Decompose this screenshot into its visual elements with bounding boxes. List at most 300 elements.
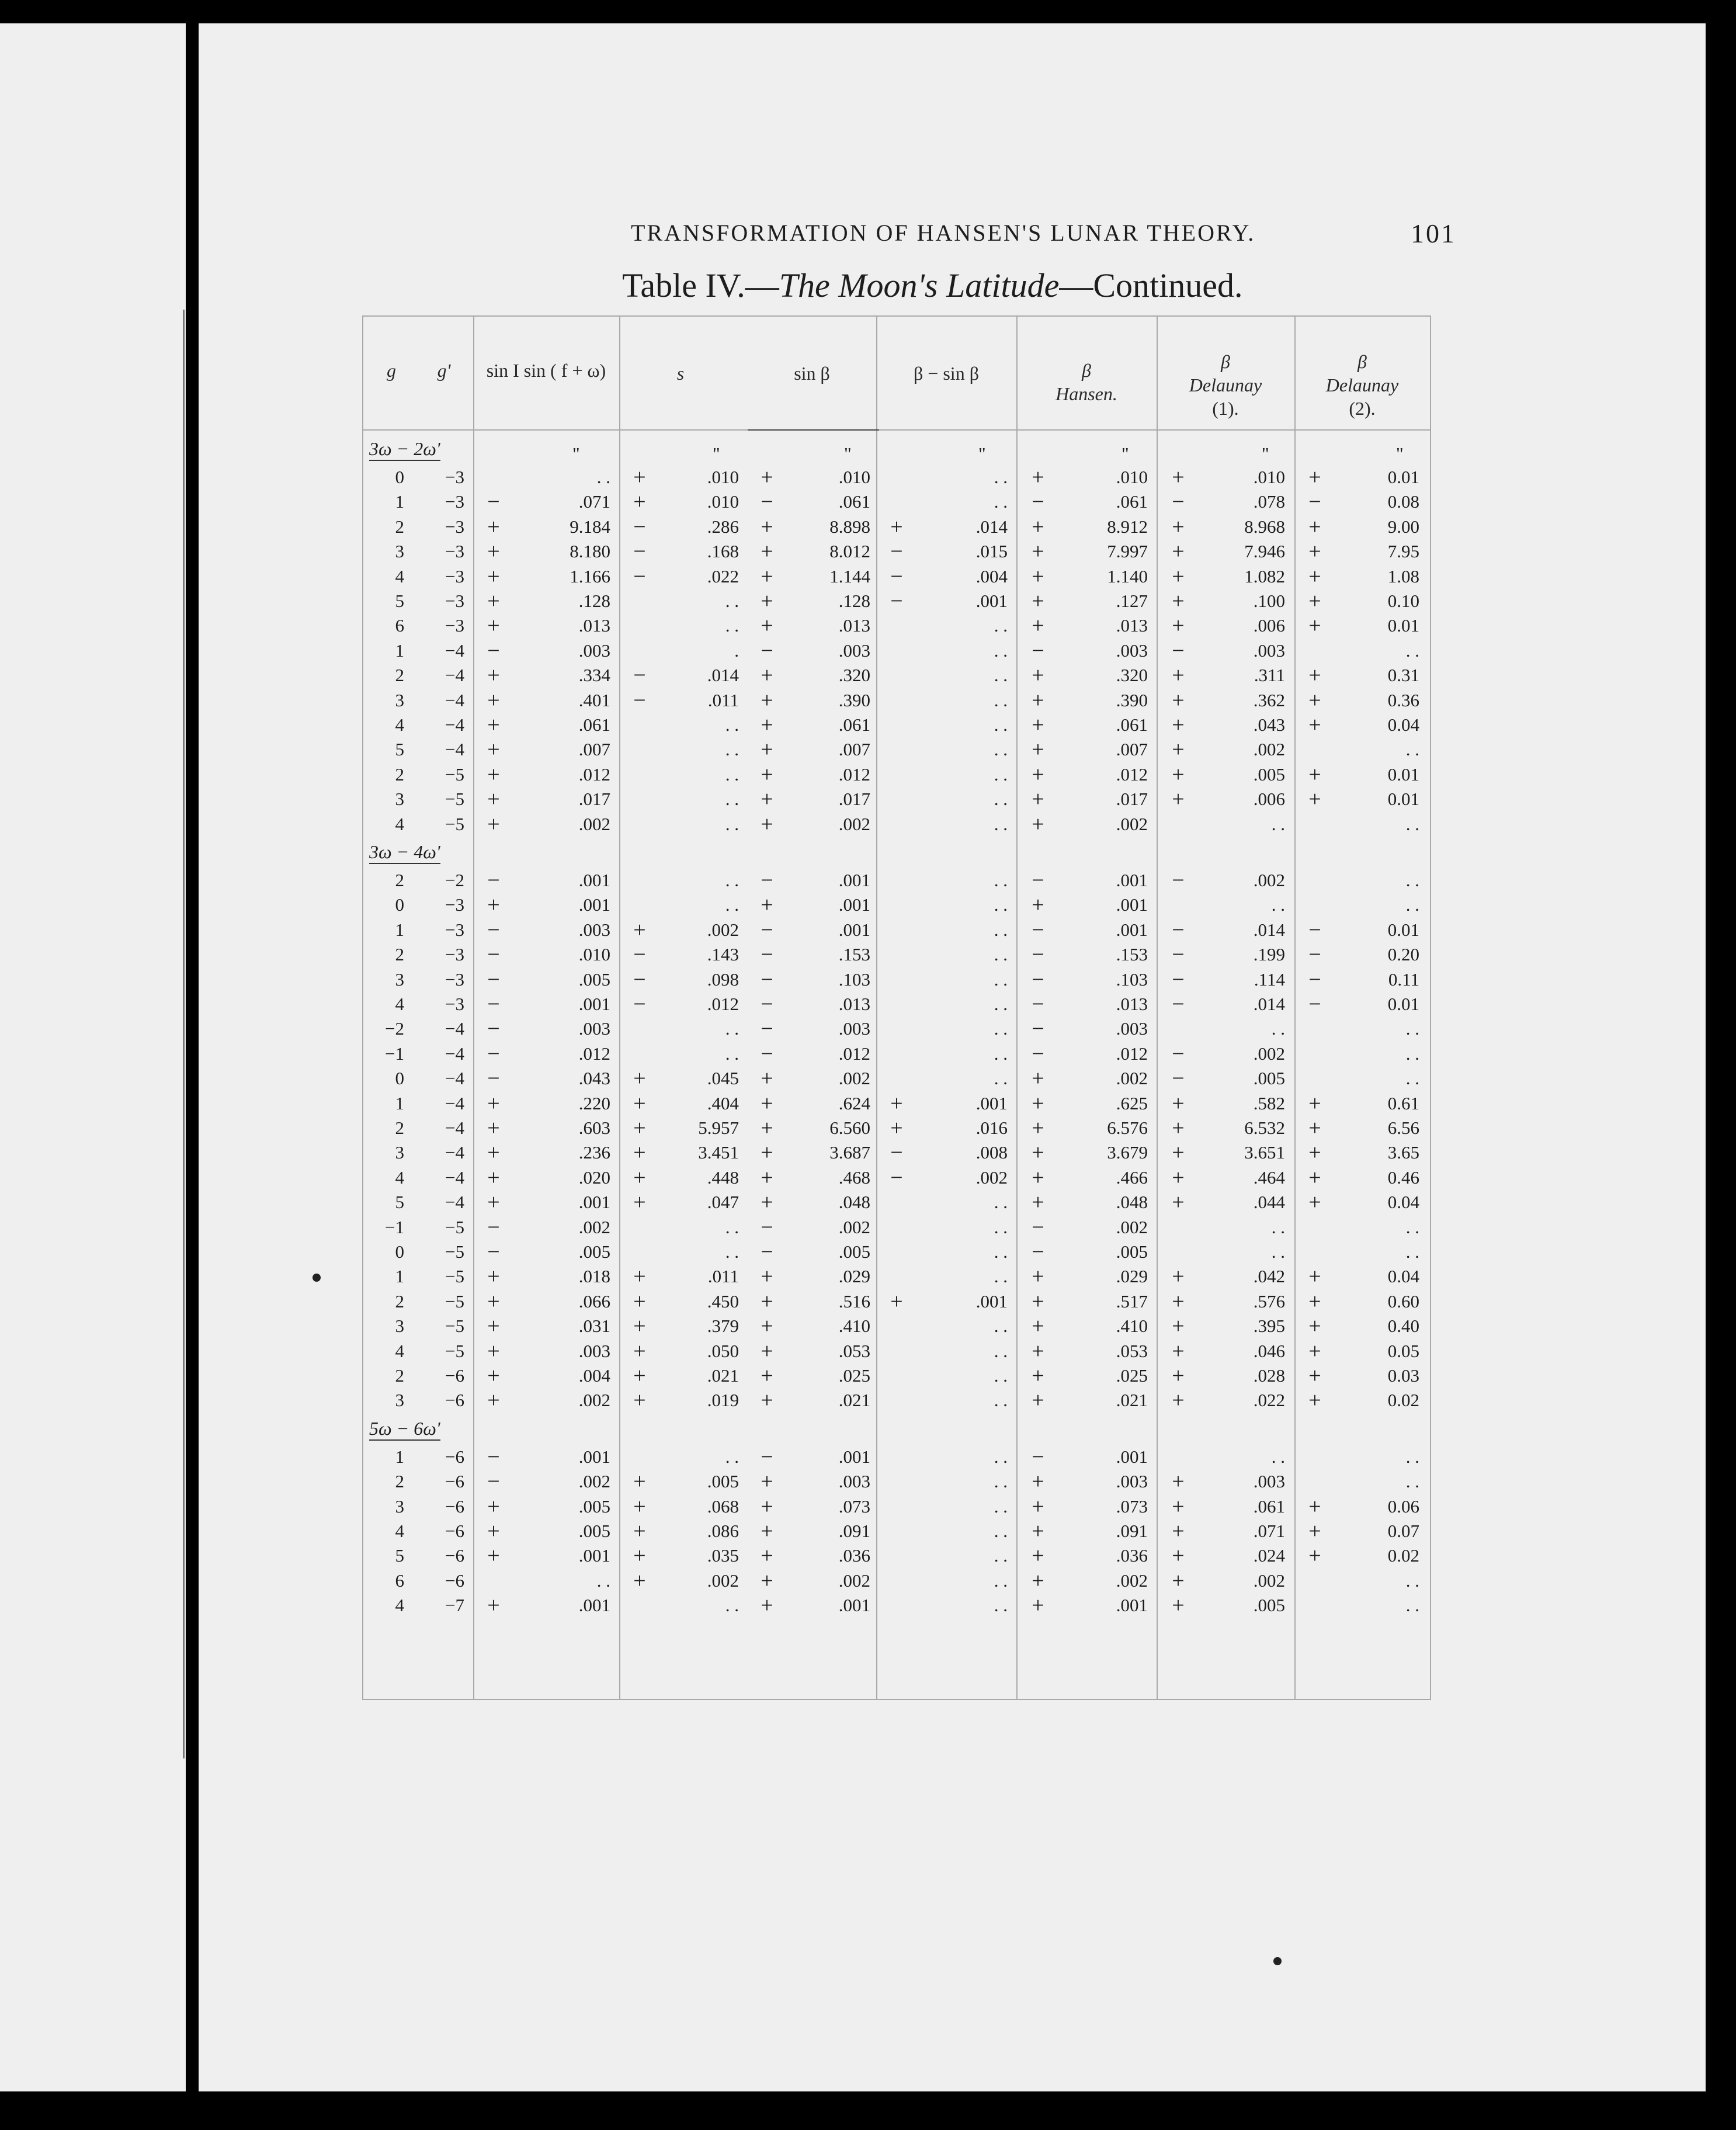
table-cell: .001 <box>838 1595 870 1616</box>
table-cell: −3 <box>445 516 464 537</box>
table-cell: 1.140 <box>1107 566 1148 587</box>
table-cell: −4 <box>445 1118 464 1138</box>
table-cell: + <box>890 1289 903 1314</box>
table-cell: .013 <box>1116 615 1148 636</box>
table-cell: . . <box>994 689 1008 710</box>
table-cell: + <box>1172 1364 1185 1388</box>
table-cell: . . <box>725 615 739 636</box>
table-cell: . . <box>994 1068 1008 1089</box>
table-cell: . . <box>596 1570 610 1591</box>
table-cell: . . <box>994 1496 1008 1517</box>
header-col4: β − sin β <box>914 363 979 384</box>
table-cell: + <box>1172 514 1185 539</box>
table-cell: − <box>633 967 646 992</box>
table-cell: + <box>487 514 500 539</box>
table-cell: 8.180 <box>570 541 610 562</box>
table-cell: + <box>1308 1264 1321 1289</box>
table-cell: .019 <box>707 1390 739 1411</box>
table-cell: . . <box>994 714 1008 735</box>
table-cell: .006 <box>1253 615 1285 636</box>
table-cell: 0.03 <box>1387 1365 1419 1386</box>
table-cell: .029 <box>1116 1266 1148 1287</box>
table-cell: + <box>761 1264 773 1289</box>
table-cell: .005 <box>838 1241 870 1262</box>
table-cell: . . <box>725 789 739 810</box>
table-cell: + <box>1308 1494 1321 1519</box>
table-cell: −6 <box>445 1471 464 1492</box>
table-cell: + <box>633 1338 646 1364</box>
table-cell: − <box>1308 992 1321 1017</box>
table-cell: .450 <box>707 1291 739 1312</box>
table-cell: .014 <box>1253 994 1285 1014</box>
table-cell: . . <box>1405 894 1419 915</box>
table-cell: + <box>487 893 500 918</box>
table-cell: .516 <box>838 1291 870 1312</box>
table-cell: . . <box>725 870 739 890</box>
table-cell: −5 <box>445 813 464 834</box>
table-cell: 0.01 <box>1387 615 1419 636</box>
table-cell: . . <box>994 1570 1008 1591</box>
table-cell: .002 <box>838 1068 870 1089</box>
table-cell: . . <box>596 467 610 487</box>
table-cell: −4 <box>445 665 464 686</box>
table-cell: .013 <box>578 615 610 636</box>
table-cell: . . <box>725 591 739 611</box>
table-cell: −5 <box>445 1266 464 1287</box>
table-cell: .015 <box>975 541 1008 562</box>
table-cell: 3.651 <box>1244 1142 1285 1163</box>
table-cell: + <box>890 514 903 539</box>
table-cell: + <box>1172 1388 1185 1413</box>
table-cell: .001 <box>1116 870 1148 890</box>
table-cell: − <box>1172 1041 1185 1066</box>
table-cell: .021 <box>1116 1390 1148 1411</box>
table-cell: .003 <box>838 640 870 661</box>
table-cell: + <box>1308 1140 1321 1165</box>
table-cell: + <box>1172 1264 1185 1289</box>
table-cell: + <box>1172 1314 1185 1339</box>
table-cell: −6 <box>445 1390 464 1411</box>
table-cell: .002 <box>1253 1570 1285 1591</box>
table-cell: + <box>761 713 773 737</box>
table-cell: + <box>487 1519 500 1543</box>
col-rule-2 <box>619 315 620 1700</box>
table-cell: − <box>1032 490 1044 515</box>
table-cell: .517 <box>1116 1291 1148 1312</box>
table-cell: + <box>1172 737 1185 762</box>
table-cell: .168 <box>707 541 739 562</box>
table-cell: .007 <box>578 739 610 760</box>
table-cell: + <box>761 1190 773 1215</box>
table-cell: 0.20 <box>1387 944 1419 965</box>
table-cell: −4 <box>445 1142 464 1163</box>
table-cell: − <box>487 1066 500 1091</box>
table-cell: 1 <box>395 1446 404 1467</box>
table-cell: + <box>1032 1264 1044 1289</box>
table-cell: .576 <box>1253 1291 1285 1312</box>
page-header <box>199 219 1706 254</box>
table-cell: + <box>1032 539 1044 564</box>
table-cell: 0.40 <box>1387 1316 1419 1337</box>
table-cell: + <box>633 1388 646 1413</box>
table-cell: .061 <box>838 491 870 512</box>
table-cell: + <box>1172 1091 1185 1116</box>
table-cell: .012 <box>838 764 870 785</box>
table-cell: .401 <box>578 689 610 710</box>
table-cell: .001 <box>1116 1595 1148 1616</box>
table-cell: − <box>1308 917 1321 942</box>
table-cell: + <box>761 811 773 837</box>
table-cell: . . <box>725 813 739 834</box>
table-cell: .004 <box>578 1365 610 1386</box>
table-cell: .073 <box>1116 1496 1148 1517</box>
table-cell: + <box>1308 688 1321 713</box>
book-page <box>199 23 1706 2091</box>
table-cell: + <box>1172 1494 1185 1519</box>
table-cell: .010 <box>707 491 739 512</box>
table-cell: .002 <box>975 1167 1008 1188</box>
table-cell: 5 <box>395 1545 404 1566</box>
table-cell: + <box>1308 613 1321 639</box>
table-cell: .014 <box>1253 919 1285 940</box>
table-cell: − <box>1032 942 1044 967</box>
table-cell: + <box>761 514 773 539</box>
table-cell: + <box>890 1091 903 1116</box>
table-cell: −3 <box>445 491 464 512</box>
table-cell: + <box>1172 663 1185 688</box>
table-cell: .005 <box>1253 1068 1285 1089</box>
table-cell: . . <box>1405 1446 1419 1467</box>
table-cell: .005 <box>578 1496 610 1517</box>
table-cell: .311 <box>1254 665 1285 686</box>
table-cell: . . <box>994 789 1008 810</box>
table-cell: −1 <box>385 1216 404 1237</box>
table-cell: .128 <box>838 591 870 611</box>
table-cell: + <box>1032 787 1044 812</box>
table-cell: − <box>487 1041 500 1066</box>
table-cell: . . <box>994 894 1008 915</box>
caption-tail: —Continued. <box>1059 266 1243 304</box>
table-cell: .003 <box>578 1340 610 1361</box>
table-cell: + <box>1308 1338 1321 1364</box>
table-cell: .061 <box>578 714 610 735</box>
table-cell: .143 <box>707 944 739 965</box>
table-cell: . . <box>994 1018 1008 1039</box>
table-cell: 6.532 <box>1244 1118 1285 1138</box>
table-cell: − <box>761 917 773 942</box>
table-cell: + <box>1172 1593 1185 1618</box>
table-cell: 2 <box>395 665 404 686</box>
table-cell: + <box>1172 1469 1185 1494</box>
table-cell: −3 <box>445 894 464 915</box>
table-cell: + <box>487 1314 500 1339</box>
table-cell: − <box>1172 917 1185 942</box>
table-cell: .001 <box>975 1291 1008 1312</box>
col-rule-6 <box>1294 315 1296 1700</box>
table-cell: 2 <box>395 944 404 965</box>
table-cell: − <box>761 992 773 1017</box>
table-cell: −6 <box>445 1446 464 1467</box>
table-top-rule <box>362 315 1431 317</box>
table-cell: + <box>1032 762 1044 787</box>
header-g: g <box>387 360 396 381</box>
table-cell: .001 <box>975 591 1008 611</box>
table-cell: + <box>761 589 773 613</box>
table-cell: − <box>487 638 500 663</box>
table-cell: .022 <box>1253 1390 1285 1411</box>
table-cell: .008 <box>975 1142 1008 1163</box>
table-cell: .001 <box>1116 894 1148 915</box>
table-cell: − <box>487 1215 500 1240</box>
table-cell: + <box>487 1543 500 1569</box>
table-cell: . . <box>725 1241 739 1262</box>
table-cell: .334 <box>578 665 610 686</box>
table-cell: − <box>1032 638 1044 663</box>
table-cell: . . <box>1271 1241 1285 1262</box>
table-cell: .005 <box>578 1241 610 1262</box>
header-col6-num: (1). <box>1212 398 1239 419</box>
table-cell: 3 <box>395 541 404 562</box>
unit-mark: " <box>1396 443 1404 464</box>
table-cell: − <box>1172 992 1185 1017</box>
table-cell: + <box>1172 688 1185 713</box>
table-cell: .003 <box>578 1018 610 1039</box>
table-cell: .002 <box>578 1216 610 1237</box>
table-cell: 9.184 <box>570 516 610 537</box>
table-cell: . . <box>1405 1471 1419 1492</box>
table-cell: .286 <box>707 516 739 537</box>
table-cell: + <box>761 688 773 713</box>
table-cell: 0 <box>395 1068 404 1089</box>
table-cell: − <box>487 942 500 967</box>
table-cell: 1.082 <box>1244 566 1285 587</box>
table-cell: .053 <box>838 1340 870 1361</box>
table-cell: .127 <box>1116 591 1148 611</box>
table-cell: .036 <box>838 1545 870 1566</box>
table-cell: + <box>1032 893 1044 918</box>
table-cell: + <box>1308 1364 1321 1388</box>
table-cell: + <box>1032 1543 1044 1569</box>
header-col7-name: Delaunay <box>1325 374 1399 396</box>
table-cell: −2 <box>385 1018 404 1039</box>
table-cell: + <box>487 564 500 589</box>
table-cell: .061 <box>1116 491 1148 512</box>
table-cell: + <box>1032 811 1044 837</box>
table-cell: − <box>487 868 500 893</box>
table-cell: − <box>761 1240 773 1264</box>
table-cell: −3 <box>445 969 464 990</box>
table-cell: .021 <box>707 1365 739 1386</box>
table-cell: + <box>1308 1190 1321 1215</box>
table-cell: 6.56 <box>1387 1118 1419 1138</box>
table-cell: + <box>1172 564 1185 589</box>
table-cell: − <box>487 992 500 1017</box>
unit-mark: " <box>844 443 852 464</box>
table-cell: + <box>633 1264 646 1289</box>
table-cell: + <box>761 1116 773 1140</box>
table-cell: .320 <box>1116 665 1148 686</box>
table-cell: + <box>761 663 773 688</box>
table-cell: 3 <box>395 1390 404 1411</box>
table-cell: − <box>890 589 903 613</box>
table-cell: + <box>633 465 646 490</box>
table-cell: .005 <box>707 1471 739 1492</box>
table-cell: − <box>633 514 646 539</box>
table-cell: 0.04 <box>1387 714 1419 735</box>
table-cell: − <box>1308 942 1321 967</box>
table-cell: 9.00 <box>1387 516 1419 537</box>
table-cell: 2 <box>395 764 404 785</box>
table-cell: 0 <box>395 1241 404 1262</box>
table-cell: − <box>1032 868 1044 893</box>
table-cell: .001 <box>578 870 610 890</box>
table-cell: − <box>761 490 773 515</box>
table-cell: .002 <box>578 813 610 834</box>
table-cell: .012 <box>838 1043 870 1064</box>
table-cell: + <box>487 688 500 713</box>
table-cell: 0.07 <box>1387 1521 1419 1541</box>
table-cell: − <box>1032 967 1044 992</box>
table-cell: .410 <box>838 1316 870 1337</box>
table-cell: −4 <box>445 1167 464 1188</box>
table-cell: + <box>761 1091 773 1116</box>
table-cell: + <box>633 1568 646 1593</box>
table-cell: − <box>633 564 646 589</box>
table-cell: + <box>1032 713 1044 737</box>
table-cell: −5 <box>445 1316 464 1337</box>
table-cell: . . <box>725 1043 739 1064</box>
table-cell: + <box>633 1116 646 1140</box>
table-cell: 7.946 <box>1244 541 1285 562</box>
table-cell: . . <box>725 714 739 735</box>
table-cell: .011 <box>707 1266 739 1287</box>
table-caption <box>622 266 1243 305</box>
table-cell: 7.95 <box>1387 541 1419 562</box>
table-cell: + <box>1172 787 1185 812</box>
table-cell: .043 <box>578 1068 610 1089</box>
table-cell: 2 <box>395 870 404 890</box>
table-cell: + <box>487 1289 500 1314</box>
table-cell: − <box>487 1017 500 1042</box>
table-cell: − <box>761 1215 773 1240</box>
table-cell: + <box>1032 1568 1044 1593</box>
table-cell: + <box>1172 1116 1185 1140</box>
table-cell: . . <box>725 1595 739 1616</box>
header-col6-name: Delaunay <box>1189 374 1262 396</box>
table-cell: − <box>1172 1066 1185 1091</box>
table-cell: .025 <box>1116 1365 1148 1386</box>
table-cell: . . <box>994 491 1008 512</box>
table-cell: . . <box>994 1216 1008 1237</box>
table-cell: + <box>1032 1091 1044 1116</box>
col-rule-5 <box>1157 315 1158 1700</box>
group-label: 5ω − 6ω' <box>369 1418 440 1441</box>
table-cell: + <box>1032 1593 1044 1618</box>
table-cell: + <box>1032 688 1044 713</box>
table-cell: . . <box>1405 1068 1419 1089</box>
table-cell: 3 <box>395 1316 404 1337</box>
table-cell: .043 <box>1253 714 1285 735</box>
table-cell: + <box>1172 1338 1185 1364</box>
table-cell: + <box>1308 1314 1321 1339</box>
table-cell: .018 <box>578 1266 610 1287</box>
table-cell: + <box>1308 713 1321 737</box>
table-cell: + <box>761 762 773 787</box>
table-cell: .012 <box>1116 1043 1148 1064</box>
table-cell: −4 <box>445 1068 464 1089</box>
table-cell: − <box>633 539 646 564</box>
table-cell: .013 <box>1116 994 1148 1014</box>
table-cell: −3 <box>445 591 464 611</box>
table-cell: + <box>1172 1165 1185 1190</box>
header-col7-num: (2). <box>1349 398 1376 419</box>
table-cell: 3.65 <box>1387 1142 1419 1163</box>
table-cell: − <box>487 1444 500 1469</box>
table-cell: . . <box>994 813 1008 834</box>
table-cell: + <box>487 1165 500 1190</box>
table-cell: .001 <box>838 870 870 890</box>
table-cell: −6 <box>445 1570 464 1591</box>
table-cell: .010 <box>578 944 610 965</box>
table-cell: + <box>487 713 500 737</box>
table-cell: .003 <box>578 919 610 940</box>
table-cell: .025 <box>838 1365 870 1386</box>
table-cell: 1 <box>395 1092 404 1113</box>
table-cell: . . <box>1405 640 1419 661</box>
table-cell: 3 <box>395 969 404 990</box>
table-cell: + <box>1172 1543 1185 1569</box>
table-cell: − <box>761 942 773 967</box>
table-cell: −3 <box>445 467 464 487</box>
table-cell: + <box>487 539 500 564</box>
table-cell: . . <box>1271 1216 1285 1237</box>
table-cell: 0.61 <box>1387 1092 1419 1113</box>
table-cell: + <box>1172 613 1185 639</box>
table-cell: − <box>1172 490 1185 515</box>
table-cell: 0.01 <box>1387 919 1419 940</box>
table-cell: −5 <box>445 789 464 810</box>
table-cell: .071 <box>1253 1521 1285 1541</box>
table-cell: 0.04 <box>1387 1266 1419 1287</box>
table-cell: .003 <box>578 640 610 661</box>
table-cell: .005 <box>1116 1241 1148 1262</box>
table-cell: .001 <box>838 894 870 915</box>
table-cell: .001 <box>1116 1446 1148 1467</box>
table-cell: .012 <box>1116 764 1148 785</box>
table-cell: .001 <box>578 1545 610 1566</box>
table-cell: − <box>761 1041 773 1066</box>
table-cell: 0.05 <box>1387 1340 1419 1361</box>
table-cell: . . <box>1271 813 1285 834</box>
table-cell: −3 <box>445 615 464 636</box>
table-cell: .021 <box>838 1390 870 1411</box>
header-col2: s <box>676 363 685 384</box>
table-cell: −4 <box>445 1192 464 1213</box>
header-bottom-rule <box>362 429 1431 431</box>
table-cell: 6 <box>395 1570 404 1591</box>
table-cell: + <box>761 539 773 564</box>
table-cell: 5 <box>395 1192 404 1213</box>
table-cell: . . <box>994 640 1008 661</box>
table-cell: + <box>1032 465 1044 490</box>
table-cell: .582 <box>1253 1092 1285 1113</box>
table-cell: + <box>487 1364 500 1388</box>
table-cell: + <box>633 1543 646 1569</box>
table-cell: .048 <box>838 1192 870 1213</box>
table-cell: .153 <box>838 944 870 965</box>
table-cell: + <box>633 1519 646 1543</box>
table-cell: .002 <box>838 1216 870 1237</box>
